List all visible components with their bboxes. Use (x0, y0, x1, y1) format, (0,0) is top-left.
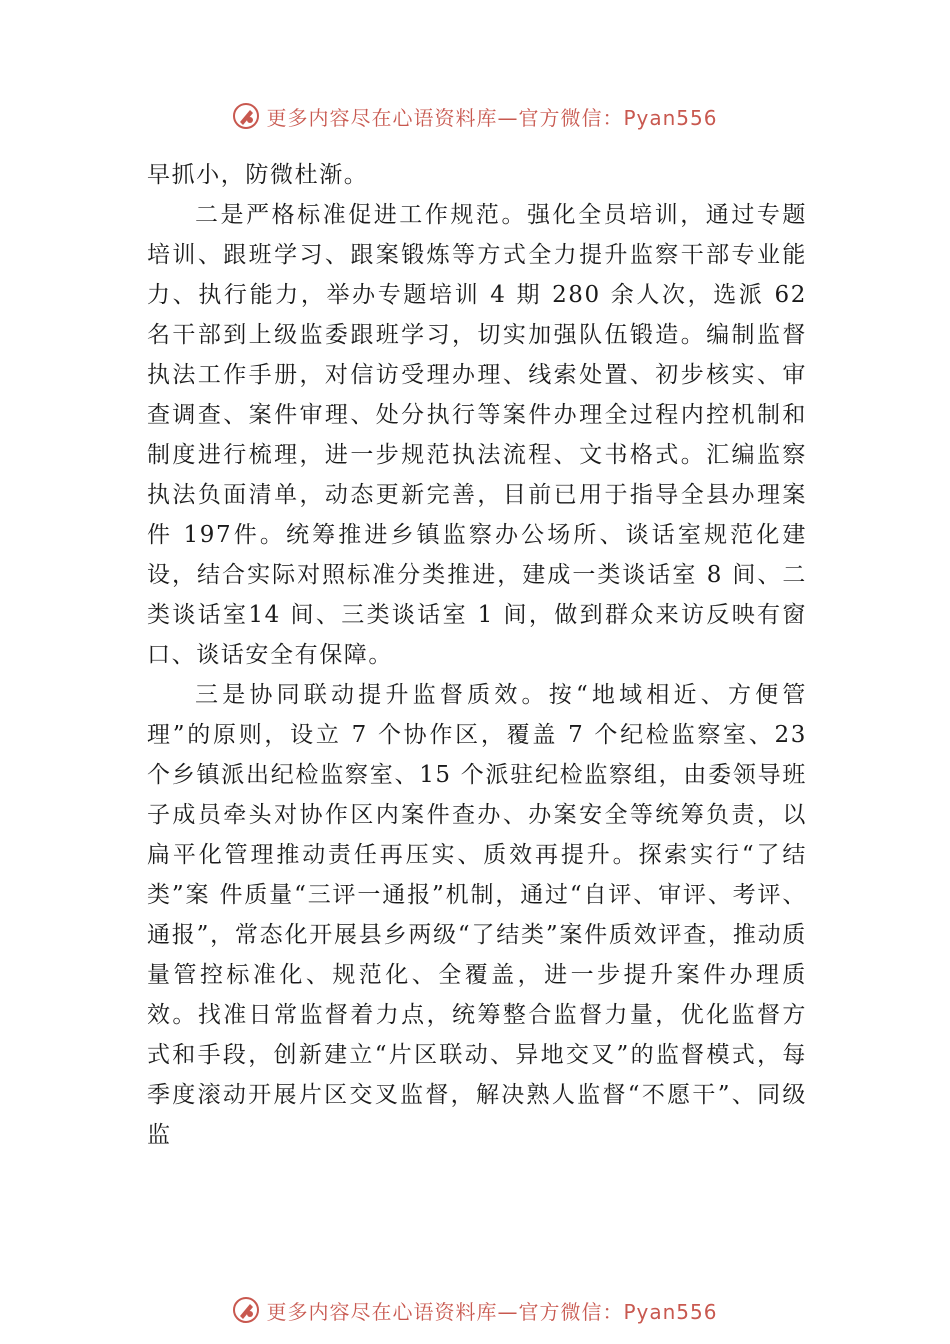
paragraph-1: 早抓小，防微杜渐。 (147, 162, 369, 188)
header-watermark (0, 96, 950, 136)
paragraph-3: 三是协同联动提升监督质效。按“地域相近、方便管理”的原则，设立 7 个协作区，覆盖 7 个纪检监察室、23 个乡镇派出纪检监察室、15 个派驻纪检监察组，由委领导班子成员牵头对协作区内案件查办、办案安全等统筹负责，以扁平化管理推动责任再压实、质效再提升。探索实行“了结类”案 件质量“三评一通报”机制，通过“自评、审评、考评、通报”，常态化开展县乡两级“了结类”案件质效评查，推动质量管控标准化、规范化、全覆盖，进一步提升案件办理质效。找准日常监督着力点，统筹整合监督力量，优化监督方式和手段，创新建立“片区联动、异地交叉”的监督模式，每季度滚动开展片区交叉监督，解决熟人监督“不愿干”、同级监 (147, 682, 807, 1148)
paragraph-2: 二是严格标准促进工作规范。强化全员培训，通过专题培训、跟班学习、跟案锻炼等方式全力提升监察干部专业能力、执行能力，举办专题培训 4 期 280 余人次，选派 62 名干部到上级监委跟班学习，切实加强队伍锻造。编制监督执法工作手册，对信访受理办理、线索处置、初步核实、审查调查、案件审理、处分执行等案件办理全过程内控机制和制度进行梳理，进一步规范执法流程、文书格式。汇编监察执法负面清单，动态更新完善，目前已用于指导全县办理案件 197件。统筹推进乡镇监察办公场所、谈话室规范化建设，结合实际对照标准分类推进，建成一类谈话室 8 间、二类谈话室14 间、三类谈话室 1 间，做到群众来访反映有窗口、谈话安全有保障。 (147, 202, 807, 668)
pen-nib-seal-icon (232, 102, 260, 130)
watermark-text: 更多内容尽在心语资料库—官方微信：Pyan556 (266, 105, 718, 130)
footer-watermark (0, 1290, 950, 1330)
pen-nib-seal-icon (232, 1296, 260, 1324)
document-body (147, 155, 807, 1155)
watermark-text: 更多内容尽在心语资料库—官方微信：Pyan556 (266, 1299, 718, 1324)
